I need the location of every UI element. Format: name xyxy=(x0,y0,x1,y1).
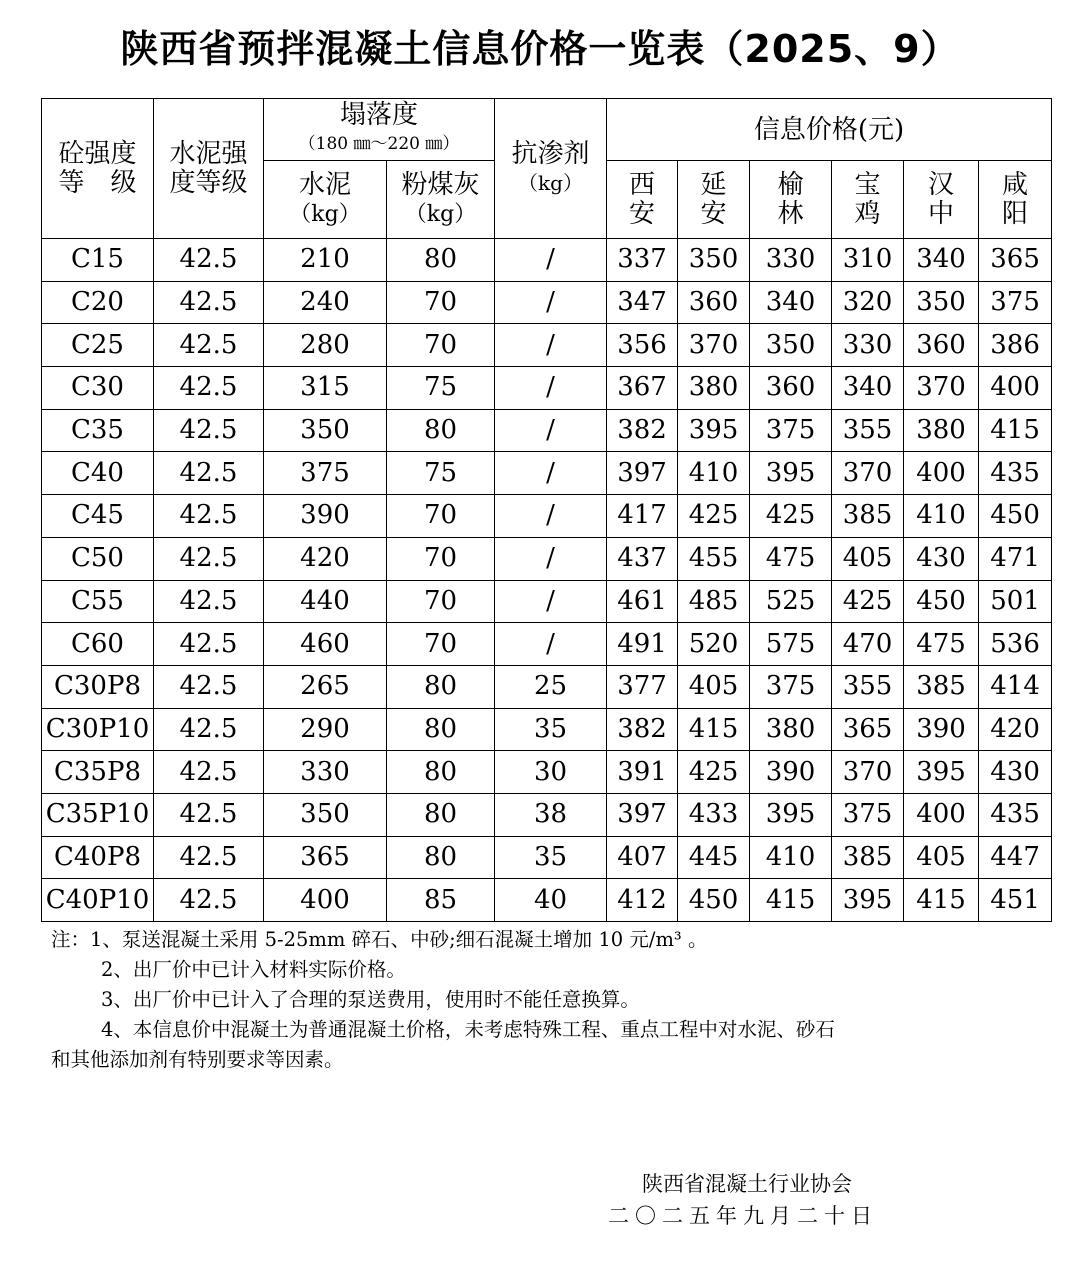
header-antiseep-line2: （kg） xyxy=(518,170,583,195)
table-cell: 470 xyxy=(832,623,904,666)
table-cell: 42.5 xyxy=(154,879,264,922)
table-cell: / xyxy=(495,239,607,282)
table-cell: 386 xyxy=(979,324,1052,367)
table-cell: 40 xyxy=(495,879,607,922)
table-cell: 425 xyxy=(678,495,750,538)
table-cell: 377 xyxy=(607,665,678,708)
table-cell: 447 xyxy=(979,836,1052,879)
city-char: 宝 xyxy=(854,169,881,200)
table-cell: 382 xyxy=(607,409,678,452)
table-cell: 450 xyxy=(904,580,979,623)
table-cell: 280 xyxy=(264,324,387,367)
table-cell: / xyxy=(495,495,607,538)
table-cell: 390 xyxy=(264,495,387,538)
city-char: 榆 xyxy=(777,169,804,200)
table-cell: 370 xyxy=(832,452,904,495)
table-cell: 75 xyxy=(387,367,495,410)
table-cell: 42.5 xyxy=(154,793,264,836)
table-cell: 525 xyxy=(750,580,832,623)
signature-org: 陕西省混凝土行业协会 xyxy=(642,1172,852,1196)
table-cell: / xyxy=(495,623,607,666)
table-cell: 435 xyxy=(979,452,1052,495)
table-cell: 385 xyxy=(832,836,904,879)
table-cell: 42.5 xyxy=(154,409,264,452)
table-cell: 380 xyxy=(678,367,750,410)
table-cell: 410 xyxy=(678,452,750,495)
table-row xyxy=(42,409,1052,452)
table-cell: 340 xyxy=(904,239,979,282)
table-cell: 385 xyxy=(832,495,904,538)
table-cell: 240 xyxy=(264,281,387,324)
table-cell: 395 xyxy=(678,409,750,452)
grade-cell: C20 xyxy=(42,281,154,324)
table-cell: 405 xyxy=(904,836,979,879)
table-cell: 375 xyxy=(750,409,832,452)
table-cell: 265 xyxy=(264,665,387,708)
header-slump-line2: （180 ㎜～220 ㎜） xyxy=(298,133,460,154)
table-cell: 367 xyxy=(607,367,678,410)
table-cell: 450 xyxy=(979,495,1052,538)
table-cell: / xyxy=(495,580,607,623)
table-cell: 365 xyxy=(979,239,1052,282)
table-cell: 80 xyxy=(387,708,495,751)
header-flyash-line1: 粉煤灰 xyxy=(401,169,480,200)
table-cell: 370 xyxy=(678,324,750,367)
grade-cell: C60 xyxy=(42,623,154,666)
table-cell: 42.5 xyxy=(154,836,264,879)
table-cell: 420 xyxy=(264,537,387,580)
table-cell: 501 xyxy=(979,580,1052,623)
table-cell: 375 xyxy=(750,665,832,708)
header-city-xianyang xyxy=(979,161,1052,239)
table-cell: 80 xyxy=(387,751,495,794)
table-cell: 415 xyxy=(750,879,832,922)
table-cell: 425 xyxy=(750,495,832,538)
table-cell: 350 xyxy=(904,281,979,324)
header-cement-grade-line1: 水泥强 xyxy=(169,138,248,169)
table-cell: 520 xyxy=(678,623,750,666)
table-cell: 340 xyxy=(750,281,832,324)
table-cell: 330 xyxy=(832,324,904,367)
city-char: 咸 xyxy=(1002,169,1029,200)
header-cement xyxy=(264,161,387,239)
signature-date: 二〇二五年九月二十日 xyxy=(608,1204,878,1228)
table-cell: 38 xyxy=(495,793,607,836)
table-cell: 430 xyxy=(979,751,1052,794)
table-cell: 395 xyxy=(750,452,832,495)
table-cell: 430 xyxy=(904,537,979,580)
table-cell: 475 xyxy=(904,623,979,666)
grade-cell: C25 xyxy=(42,324,154,367)
city-char: 延 xyxy=(700,169,727,200)
header-cement-grade-line2: 度等级 xyxy=(169,167,248,198)
table-cell: 337 xyxy=(607,239,678,282)
table-cell: 575 xyxy=(750,623,832,666)
table-row xyxy=(42,537,1052,580)
table-cell: 460 xyxy=(264,623,387,666)
table-row xyxy=(42,239,1052,282)
table-cell: 400 xyxy=(904,452,979,495)
table-row xyxy=(42,367,1052,410)
table-cell: 433 xyxy=(678,793,750,836)
table-cell: 391 xyxy=(607,751,678,794)
grade-cell: C15 xyxy=(42,239,154,282)
table-row xyxy=(42,623,1052,666)
table-cell: 42.5 xyxy=(154,324,264,367)
table-cell: 330 xyxy=(750,239,832,282)
table-cell: 330 xyxy=(264,751,387,794)
header-slump-line1: 塌落度 xyxy=(340,99,419,130)
table-cell: 485 xyxy=(678,580,750,623)
table-row xyxy=(42,281,1052,324)
table-cell: 380 xyxy=(904,409,979,452)
table-cell: 70 xyxy=(387,623,495,666)
grade-cell: C35P8 xyxy=(42,751,154,794)
city-char: 中 xyxy=(928,198,955,229)
city-char: 安 xyxy=(629,198,656,229)
header-city-xian xyxy=(607,161,678,239)
table-cell: 382 xyxy=(607,708,678,751)
grade-cell: C40 xyxy=(42,452,154,495)
table-cell: 395 xyxy=(750,793,832,836)
table-cell: 80 xyxy=(387,239,495,282)
header-grade-line1: 砼强度 xyxy=(58,138,137,169)
price-table xyxy=(41,98,1052,922)
table-cell: 410 xyxy=(904,495,979,538)
table-row xyxy=(42,495,1052,538)
table-cell: 315 xyxy=(264,367,387,410)
note-4: 4、本信息价中混凝土为普通混凝土价格，未考虑特殊工程、重点工程中对水泥、砂石 xyxy=(101,1018,835,1041)
city-char: 安 xyxy=(700,198,727,229)
header-grade-line2: 等 级 xyxy=(58,167,137,198)
table-cell: 425 xyxy=(678,751,750,794)
grade-cell: C30 xyxy=(42,367,154,410)
table-cell: 70 xyxy=(387,537,495,580)
grade-cell: C40P10 xyxy=(42,879,154,922)
grade-cell: C45 xyxy=(42,495,154,538)
table-cell: 80 xyxy=(387,665,495,708)
table-cell: 536 xyxy=(979,623,1052,666)
table-cell: 80 xyxy=(387,836,495,879)
table-cell: 42.5 xyxy=(154,452,264,495)
table-cell: / xyxy=(495,452,607,495)
table-cell: 440 xyxy=(264,580,387,623)
table-cell: 375 xyxy=(979,281,1052,324)
table-cell: 42.5 xyxy=(154,367,264,410)
table-cell: 80 xyxy=(387,793,495,836)
grade-cell: C40P8 xyxy=(42,836,154,879)
table-cell: 42.5 xyxy=(154,495,264,538)
header-cement-line1: 水泥 xyxy=(298,169,351,200)
header-city-yanan xyxy=(678,161,750,239)
table-row xyxy=(42,665,1052,708)
table-cell: 395 xyxy=(904,751,979,794)
table-cell: 30 xyxy=(495,751,607,794)
table-cell: 35 xyxy=(495,836,607,879)
table-cell: 395 xyxy=(832,879,904,922)
table-cell: / xyxy=(495,409,607,452)
table-cell: 385 xyxy=(904,665,979,708)
table-cell: 360 xyxy=(904,324,979,367)
header-city-baoji xyxy=(832,161,904,239)
table-cell: 70 xyxy=(387,324,495,367)
table-cell: 347 xyxy=(607,281,678,324)
header-antiseep xyxy=(495,99,607,239)
table-cell: 451 xyxy=(979,879,1052,922)
table-cell: 70 xyxy=(387,495,495,538)
header-price-group: 信息价格(元) xyxy=(607,99,1052,161)
table-cell: 420 xyxy=(979,708,1052,751)
table-cell: 475 xyxy=(750,537,832,580)
table-cell: 415 xyxy=(678,708,750,751)
table-cell: 350 xyxy=(750,324,832,367)
table-cell: 491 xyxy=(607,623,678,666)
table-cell: 370 xyxy=(832,751,904,794)
grade-cell: C30P8 xyxy=(42,665,154,708)
table-cell: 350 xyxy=(264,409,387,452)
table-cell: 380 xyxy=(750,708,832,751)
table-row xyxy=(42,793,1052,836)
table-cell: 415 xyxy=(904,879,979,922)
table-cell: / xyxy=(495,537,607,580)
note-2: 2、出厂价中已计入材料实际价格。 xyxy=(101,958,406,981)
table-cell: / xyxy=(495,281,607,324)
table-cell: 455 xyxy=(678,537,750,580)
table-cell: 42.5 xyxy=(154,623,264,666)
table-cell: 290 xyxy=(264,708,387,751)
notes xyxy=(51,925,1041,1075)
table-row xyxy=(42,836,1052,879)
table-row xyxy=(42,708,1052,751)
header-city-hanzhong xyxy=(904,161,979,239)
header-grade xyxy=(42,99,154,239)
table-cell: 445 xyxy=(678,836,750,879)
grade-cell: C35 xyxy=(42,409,154,452)
grade-cell: C30P10 xyxy=(42,708,154,751)
grade-cell: C55 xyxy=(42,580,154,623)
table-cell: 390 xyxy=(750,751,832,794)
table-cell: 42.5 xyxy=(154,281,264,324)
table-cell: 356 xyxy=(607,324,678,367)
table-cell: 42.5 xyxy=(154,665,264,708)
table-cell: 360 xyxy=(678,281,750,324)
table-cell: 461 xyxy=(607,580,678,623)
table-cell: 355 xyxy=(832,665,904,708)
table-cell: / xyxy=(495,367,607,410)
grade-cell: C50 xyxy=(42,537,154,580)
table-cell: 471 xyxy=(979,537,1052,580)
table-cell: 414 xyxy=(979,665,1052,708)
table-cell: 350 xyxy=(264,793,387,836)
city-char: 鸡 xyxy=(854,198,881,229)
price-table-body xyxy=(42,239,1052,922)
table-cell: 80 xyxy=(387,409,495,452)
table-cell: 42.5 xyxy=(154,708,264,751)
table-cell: 417 xyxy=(607,495,678,538)
table-cell: 412 xyxy=(607,879,678,922)
table-cell: 400 xyxy=(979,367,1052,410)
city-char: 林 xyxy=(777,198,804,229)
table-cell: 375 xyxy=(832,793,904,836)
table-cell: 425 xyxy=(832,580,904,623)
grade-cell: C35P10 xyxy=(42,793,154,836)
table-cell: 415 xyxy=(979,409,1052,452)
table-cell: 365 xyxy=(832,708,904,751)
table-cell: 70 xyxy=(387,580,495,623)
table-cell: 405 xyxy=(832,537,904,580)
note-1: 注：1、泵送混凝土采用 5-25mm 碎石、中砂;细石混凝土增加 10 元/m³ 。 xyxy=(51,928,708,951)
signature-block xyxy=(608,1168,908,1232)
table-cell: 42.5 xyxy=(154,239,264,282)
table-row xyxy=(42,751,1052,794)
table-cell: 437 xyxy=(607,537,678,580)
table-cell: 397 xyxy=(607,793,678,836)
table-cell: 400 xyxy=(264,879,387,922)
header-flyash-line2: （kg） xyxy=(404,201,477,227)
table-cell: 400 xyxy=(904,793,979,836)
note-4-continued: 和其他添加剂有特别要求等因素。 xyxy=(51,1048,344,1071)
table-cell: 25 xyxy=(495,665,607,708)
header-flyash xyxy=(387,161,495,239)
table-cell: 375 xyxy=(264,452,387,495)
header-cement-line2: （kg） xyxy=(289,201,361,227)
city-char: 汉 xyxy=(928,169,955,200)
table-cell: 42.5 xyxy=(154,751,264,794)
table-cell: 320 xyxy=(832,281,904,324)
table-cell: 405 xyxy=(678,665,750,708)
table-cell: 435 xyxy=(979,793,1052,836)
table-cell: 350 xyxy=(678,239,750,282)
note-3: 3、出厂价中已计入了合理的泵送费用，使用时不能任意换算。 xyxy=(101,988,640,1011)
header-antiseep-line1: 抗渗剂 xyxy=(511,138,590,169)
table-cell: 210 xyxy=(264,239,387,282)
table-cell: / xyxy=(495,324,607,367)
table-cell: 450 xyxy=(678,879,750,922)
table-cell: 310 xyxy=(832,239,904,282)
header-city-yulin xyxy=(750,161,832,239)
table-cell: 410 xyxy=(750,836,832,879)
table-row xyxy=(42,879,1052,922)
table-cell: 365 xyxy=(264,836,387,879)
table-cell: 407 xyxy=(607,836,678,879)
city-char: 西 xyxy=(629,169,656,200)
table-row xyxy=(42,580,1052,623)
page-title: 陕西省预拌混凝土信息价格一览表（2025、9） xyxy=(120,27,960,71)
table-cell: 390 xyxy=(904,708,979,751)
table-cell: 35 xyxy=(495,708,607,751)
table-cell: 42.5 xyxy=(154,537,264,580)
table-cell: 75 xyxy=(387,452,495,495)
table-cell: 360 xyxy=(750,367,832,410)
header-slump xyxy=(264,99,495,161)
table-cell: 70 xyxy=(387,281,495,324)
table-cell: 42.5 xyxy=(154,580,264,623)
table-cell: 85 xyxy=(387,879,495,922)
table-cell: 370 xyxy=(904,367,979,410)
table-cell: 340 xyxy=(832,367,904,410)
table-row xyxy=(42,452,1052,495)
table-cell: 355 xyxy=(832,409,904,452)
table-cell: 397 xyxy=(607,452,678,495)
table-row xyxy=(42,324,1052,367)
header-cement-grade xyxy=(154,99,264,239)
city-char: 阳 xyxy=(1002,198,1029,229)
